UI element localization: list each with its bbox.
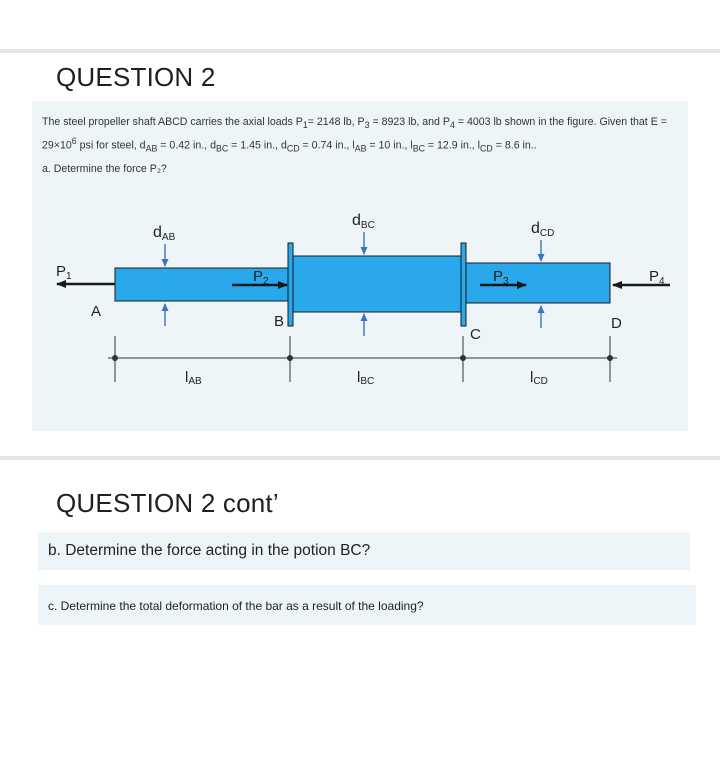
label-b: B — [274, 313, 285, 330]
flange-c — [461, 243, 466, 326]
label-lcd: lCD — [530, 369, 548, 387]
label-p2: $P_2$ — [253, 268, 269, 287]
segment-bc — [290, 256, 463, 312]
problem-statement: The steel propeller shaft ABCD carries the axial loads $P_1= 2148$ lb, $P_3 = 8923$ lb, and $P_4 = 4003$ lb shown in the figure. Given that $E = 29\times 10^6$ psi for steel, $d_{AB} = 0.42$ in., $d_{BC} = 1.45$ in., $d_{CD} = 0.74$ in., $l_{AB} = 10$ in., $l_{BC} = 12.9$ in., $l_{CD} = 8.6$ in.. — [42, 116, 667, 154]
part-a-question: a. Determine the force P₂? — [42, 163, 167, 175]
label-dcd: dCD — [531, 220, 555, 239]
question-title: QUESTION 2 — [56, 62, 216, 92]
question-cont-title: QUESTION 2 cont’ — [56, 488, 279, 518]
part-b-question: b. Determine the force acting in the potion BC? — [48, 542, 371, 559]
part-c-question: c. Determine the total deformation of the bar as a result of the loading? — [48, 599, 424, 613]
label-lbc: lBC — [357, 369, 375, 387]
label-c: C — [470, 326, 481, 343]
label-dab: dAB — [153, 224, 176, 243]
label-p1: $P_1$ — [56, 263, 72, 282]
label-p4: $P_4$ — [649, 268, 665, 287]
label-p3: $P_3$ — [493, 268, 509, 287]
label-a: A — [91, 303, 102, 320]
segment-cd — [463, 263, 610, 303]
label-d: D — [611, 315, 622, 332]
middle-divider — [0, 456, 720, 460]
label-lab: lAB — [185, 369, 202, 387]
flange-b — [288, 243, 293, 326]
label-dbc: dBC — [352, 212, 375, 231]
